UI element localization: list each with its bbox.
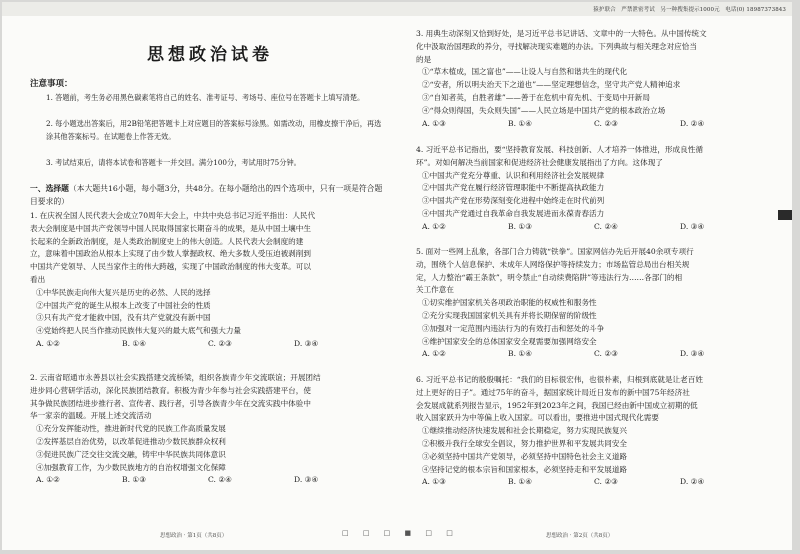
question-stem-line: 其争做民族团结进步推行者、宣传者、践行者，引导各族青少年在交流实践中体验中	[30, 398, 311, 408]
choice-a: A. ①③	[422, 477, 446, 487]
page-marker-squares: □ □ □ ■ □ □	[342, 529, 459, 537]
question-stem-line: 6. 习近平总书记的殷殷嘱托：“我们的目标很宏伟，也很朴素，归根到底就是让老百姓	[416, 375, 703, 384]
section-desc: （本大题共16小题，每小题3分，共48分。在每小题给出的四个选项中，只有一项是符合题目要求的）	[30, 184, 383, 206]
question-stem-line: 中国共产党领导、人民当家作主的伟大跨越，实现了中国政治制度的伟大变革。可以	[30, 262, 311, 272]
question-stem-line: 过上更好的日子”。通过75年的奋斗，据国家统计局近日发布的新中国75年经济社	[416, 387, 690, 397]
question-stem-line: 看出	[30, 274, 46, 284]
left-page	[30, 2, 390, 550]
choice-c: C. ②④	[208, 475, 232, 485]
choice-d: D. ③④	[680, 349, 705, 359]
question-stem-line: 2. 云南省昭通市永善县以社会实践搭建交流桥梁，组织各族青少年交流联谊；开展团结	[30, 373, 321, 382]
question-option: ①“草木植成，国之富也”——让设人与自然和谐共生的现代化	[422, 67, 628, 77]
notes-item-1: 1. 答题前，考生务必用黑色碳素笔将自己的姓名、准考证号、考场号、座位号在答题卡上填写清楚。	[46, 93, 365, 102]
choice-d: D. ③④	[294, 338, 319, 348]
exam-sheet	[2, 2, 792, 550]
question-option: ③加强对一定范围内违法行为的有效打击和惩处的斗争	[422, 323, 605, 333]
question-option: ②充分实现我国国家机关具有并将长期保留的阶级性	[422, 310, 597, 320]
answer-choices	[416, 221, 780, 234]
question-6	[416, 374, 780, 489]
question-stem-line: 进步同心营研学活动，深化民族团结教育。积极为青少年参与社会实践搭建平台，使	[30, 385, 311, 395]
question-option: ①中华民族走向伟大复兴是历史的必然、人民的选择	[36, 287, 211, 297]
choice-b: B. ①④	[508, 118, 533, 128]
question-option: ①充分发挥能动性，推进新时代党的民族工作高质量发展	[36, 424, 226, 434]
choice-c: C. ②④	[594, 221, 618, 231]
question-option: ③中国共产党在形势深刻变化进程中始终走在时代前列	[422, 196, 605, 206]
question-option: ②“安者，所以明夫治天下之道也”——坚定理想信念，坚守共产党人精神追求	[422, 80, 681, 90]
question-option: ②发挥基层自治优势，以改革促进推动少数民族群众权利	[36, 436, 226, 446]
answer-choices	[416, 118, 780, 131]
choice-d: D. ③④	[294, 475, 319, 485]
choice-a: A. ①②	[36, 338, 60, 348]
question-2	[30, 372, 390, 487]
choice-b: B. ①④	[508, 349, 533, 359]
choice-b: B. ①③	[508, 221, 533, 231]
question-stem-line: 4. 习近平总书记指出，要“坚持教育发展、科技创新、人才培养一体推进，形成良性循	[416, 145, 703, 154]
choice-c: C. ②③	[594, 118, 618, 128]
answer-choices	[416, 348, 780, 361]
page-footer-right: 思想政治 · 第2页（共8页）	[546, 533, 614, 539]
right-page	[416, 2, 780, 550]
choice-a: A. ①③	[422, 118, 446, 128]
choice-a: A. ①②	[422, 349, 446, 359]
answer-choices	[30, 338, 390, 351]
section-header	[30, 182, 390, 208]
question-option: ①继续推动经济快速发展和社会长期稳定，努力实现民族复兴	[422, 426, 628, 436]
answer-choices	[30, 474, 390, 487]
question-stem-line: 动，围绕个人信息保护、未成年人网络保护等持续发力；市场监管总局出台相关规	[416, 259, 690, 269]
question-stem-line: 表大会制度是中国共产党领导中国人民取得国家长期奋斗的成果，是从中国土壤中生	[30, 223, 311, 233]
question-option: ④党始终把人民当作推动民族伟大复兴的最大底气和强大力量	[36, 326, 242, 336]
question-1	[30, 210, 390, 351]
question-stem-line: 会发展成就系列报告显示，1952年到2023年之间，我国已经由新中国成立初期的低	[416, 400, 698, 410]
question-stem-line: 1. 在庆祝全国人民代表大会成立70周年大会上，中共中央总书记习近平指出：人民代	[30, 211, 316, 220]
question-option: ①中国共产党充分尊重、认识和利用经济社会发展规律	[422, 170, 605, 180]
choice-a: A. ①②	[36, 475, 60, 485]
question-option: ④“得众则得国，失众则失国”——人民立场是中国共产党的根本政治立场	[422, 105, 666, 115]
question-option: ①切实维护国家机关各项政治职能的权威性和服务性	[422, 298, 597, 308]
question-option: ②积极升我行全球安全倡议，努力推护世界和平发展共同安全	[422, 438, 628, 448]
notes-item-3: 3. 考试结束后，请将本试卷和答题卡一并交回。满分100分，考试用时75分钟。	[46, 158, 301, 167]
choice-b: B. ①④	[508, 477, 533, 487]
question-option: ④中国共产党通过自我革命自我发展进而永葆青春活力	[422, 208, 605, 218]
choice-b: B. ①④	[122, 338, 147, 348]
notes-heading: 注意事项：	[30, 79, 73, 89]
question-stem-line: 定，人力整治“霸王条款”，明令禁止“自动续费陷阱”等违法行为……各部门的相	[416, 272, 683, 282]
choice-a: A. ①②	[422, 221, 446, 231]
question-option: ③必须坚持中国共产党领导，必须坚持中国特色社会主义道路	[422, 451, 628, 461]
question-option: ③“自知者英，自胜者雄”——善于在危机中育先机、于变局中开新局	[422, 92, 650, 102]
question-option: ③只有共产党才能救中国，没有共产党就没有新中国	[36, 313, 211, 323]
question-5	[416, 246, 780, 361]
question-stem-line: 的是	[416, 54, 432, 64]
notes-item-2: 2. 每小题选出答案后，用2B铅笔把答题卡上对应题目的答案标号涂黑。如需改动，用橡皮擦干净后，再选涂其他答案标号。在试题卷上作答无效。	[46, 119, 382, 141]
question-stem-line: 华一家亲的温暖。开展上述交流活动	[30, 411, 152, 421]
question-option: ②中国共产党在履行经济管理职能中不断提高执政能力	[422, 183, 605, 193]
question-option: ③促进民族广泛交往交流交融，铸牢中华民族共同体意识	[36, 449, 226, 459]
question-4	[416, 144, 780, 234]
choice-c: C. ②③	[594, 349, 618, 359]
choice-d: D. ②④	[680, 477, 705, 487]
question-option: ②中国共产党的诞生从根本上改变了中国社会的性质	[36, 300, 211, 310]
choice-c: C. ②③	[208, 338, 232, 348]
question-stem-line: 5. 面对一些网上乱象，各部门合力铸就“铁拳”。国家网信办先后开展40余项专项行	[416, 247, 694, 256]
question-stem-line: 长起来的全新政治制度，是人类政治制度史上的伟大创造。人民代表大会制度的建	[30, 236, 304, 246]
question-stem-line: 环”。对如何解决当前国家和促进经济社会健康发展指出了方向。这体现了	[416, 157, 663, 167]
header-watermark-text: 猿护联合 严禁泄密考试 另一种搜集提示1000元 电话(0) 18987373843	[593, 7, 786, 13]
question-stem-line: 立，意味着中国政治从根本上实现了由少数人掌握政权、绝大多数人受压迫被剥削到	[30, 249, 311, 259]
question-option: ④坚持记党的根本宗旨和国家根本，必须坚持走和平发展道路	[422, 464, 628, 474]
question-3	[416, 28, 780, 130]
question-option: ④加强教育工作，为少数民族地方的自治权增强文化保障	[36, 462, 226, 472]
page-footer-left: 思想政治 · 第1页（共8页）	[160, 533, 228, 539]
question-stem-line: 3. 用典生动深刻又恰到好处，是习近平总书记讲话、文章中的一大特色。从中国传统文	[416, 29, 707, 38]
question-option: ④维护国家安全的总体国家安全观需要加强网络安全	[422, 336, 597, 346]
choice-b: B. ①③	[122, 475, 147, 485]
section-label: 一、选择题	[30, 184, 69, 193]
choice-d: D. ②④	[680, 118, 705, 128]
question-stem-line: 收入国家跃升为中等偏上收入国家。可以看出，要推进中国式现代化需要	[416, 413, 659, 423]
answer-choices	[416, 476, 780, 489]
page-title: 思想政治试卷	[147, 45, 273, 65]
question-stem-line: 关工作意在	[416, 285, 454, 295]
choice-c: C. ②③	[594, 477, 618, 487]
binding-mark-icon	[778, 210, 792, 220]
choice-d: D. ③④	[680, 221, 705, 231]
question-stem-line: 化中汲取治国理政的养分，寻找解决现实难题的办法。下列典故与相关理念对应恰当	[416, 41, 697, 51]
